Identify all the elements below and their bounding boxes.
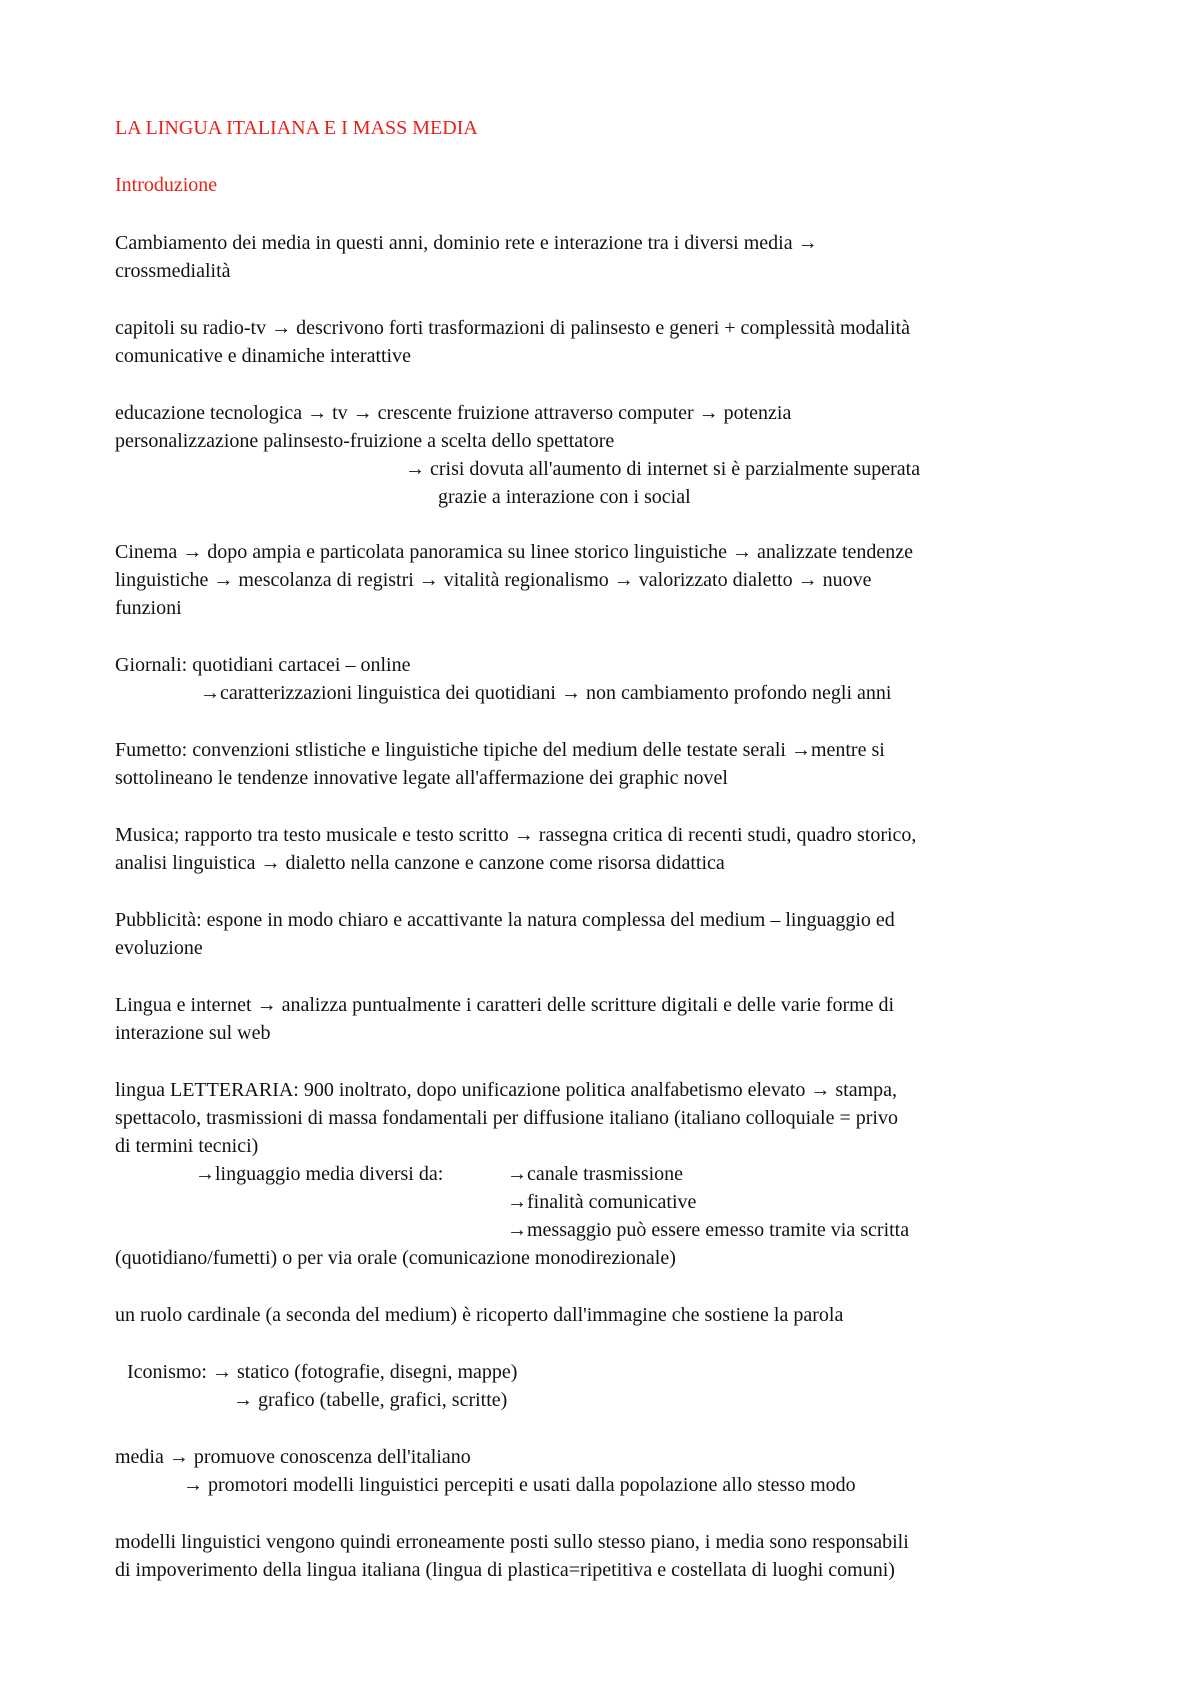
text-line: personalizzazione palinsesto-fruizione a scelta dello spettatore bbox=[115, 430, 615, 452]
text-line: modelli linguistici vengono quindi erroneamente posti sullo stesso piano, i media sono responsabili bbox=[115, 1531, 909, 1553]
text-line: sottolineano le tendenze innovative legate all'affermazione dei graphic novel bbox=[115, 767, 728, 789]
text-line: educazione tecnologica → tv → crescente fruizione attraverso computer → potenzia bbox=[115, 402, 792, 424]
text-line: →canale trasmissione bbox=[507, 1163, 684, 1185]
text-line: grazie a interazione con i social bbox=[438, 486, 691, 508]
text-line: un ruolo cardinale (a seconda del medium) è ricoperto dall'immagine che sostiene la parola bbox=[115, 1304, 844, 1326]
text-line: capitoli su radio-tv → descrivono forti trasformazioni di palinsesto e generi + complessità modalità bbox=[115, 317, 910, 339]
text-line: → grafico (tabelle, grafici, scritte) bbox=[233, 1389, 508, 1411]
text-line: Cinema → dopo ampia e particolata panoramica su linee storico linguistiche → analizzate tendenze bbox=[115, 541, 914, 563]
text-line: Musica; rapporto tra testo musicale e testo scritto → rassegna critica di recenti studi, quadro storico, bbox=[115, 824, 917, 846]
text-line: evoluzione bbox=[115, 937, 203, 959]
text-line: interazione sul web bbox=[115, 1022, 271, 1044]
text-line: funzioni bbox=[115, 597, 182, 619]
text-line: Lingua e internet → analizza puntualmente i caratteri delle scritture digitali e delle varie forme di bbox=[115, 994, 895, 1016]
text-line: →linguaggio media diversi da: bbox=[195, 1163, 444, 1185]
text-line: linguistiche → mescolanza di registri → vitalità regionalismo → valorizzato dialetto → nuove bbox=[115, 569, 872, 591]
section-heading: Introduzione bbox=[115, 174, 218, 196]
text-line: →messaggio può essere emesso tramite via scritta bbox=[507, 1219, 910, 1241]
text-line: crossmedialità bbox=[115, 260, 231, 282]
text-line: → promotori modelli linguistici percepiti e usati dalla popolazione allo stesso modo bbox=[183, 1474, 856, 1496]
text-line: Giornali: quotidiani cartacei – online bbox=[115, 654, 411, 676]
text-line: di termini tecnici) bbox=[115, 1135, 259, 1157]
text-line: Iconismo: → statico (fotografie, disegni, mappe) bbox=[127, 1361, 518, 1383]
text-line: →caratterizzazioni linguistica dei quotidiani → non cambiamento profondo negli anni bbox=[200, 682, 892, 704]
text-line: media → promuove conoscenza dell'italiano bbox=[115, 1446, 471, 1468]
document-title: LA LINGUA ITALIANA E I MASS MEDIA bbox=[115, 117, 478, 139]
text-line: analisi linguistica → dialetto nella canzone e canzone come risorsa didattica bbox=[115, 852, 725, 874]
text-line: spettacolo, trasmissioni di massa fondamentali per diffusione italiano (italiano colloquiale = privo bbox=[115, 1107, 898, 1129]
text-line: comunicative e dinamiche interattive bbox=[115, 345, 411, 367]
text-line: → crisi dovuta all'aumento di internet si è parzialmente superata bbox=[405, 458, 921, 480]
text-line: (quotidiano/fumetti) o per via orale (comunicazione monodirezionale) bbox=[115, 1247, 676, 1269]
text-line: di impoverimento della lingua italiana (lingua di plastica=ripetitiva e costellata di luoghi comuni) bbox=[115, 1559, 895, 1581]
text-line: Cambiamento dei media in questi anni, dominio rete e interazione tra i diversi media → bbox=[115, 232, 818, 254]
text-line: Pubblicità: espone in modo chiaro e accattivante la natura complessa del medium – linguaggio ed bbox=[115, 909, 895, 931]
text-line: →finalità comunicative bbox=[507, 1191, 697, 1213]
text-line: lingua LETTERARIA: 900 inoltrato, dopo unificazione politica analfabetismo elevato → stampa, bbox=[115, 1079, 898, 1101]
text-line: Fumetto: convenzioni stlistiche e linguistiche tipiche del medium delle testate serali →mentre si bbox=[115, 739, 885, 761]
